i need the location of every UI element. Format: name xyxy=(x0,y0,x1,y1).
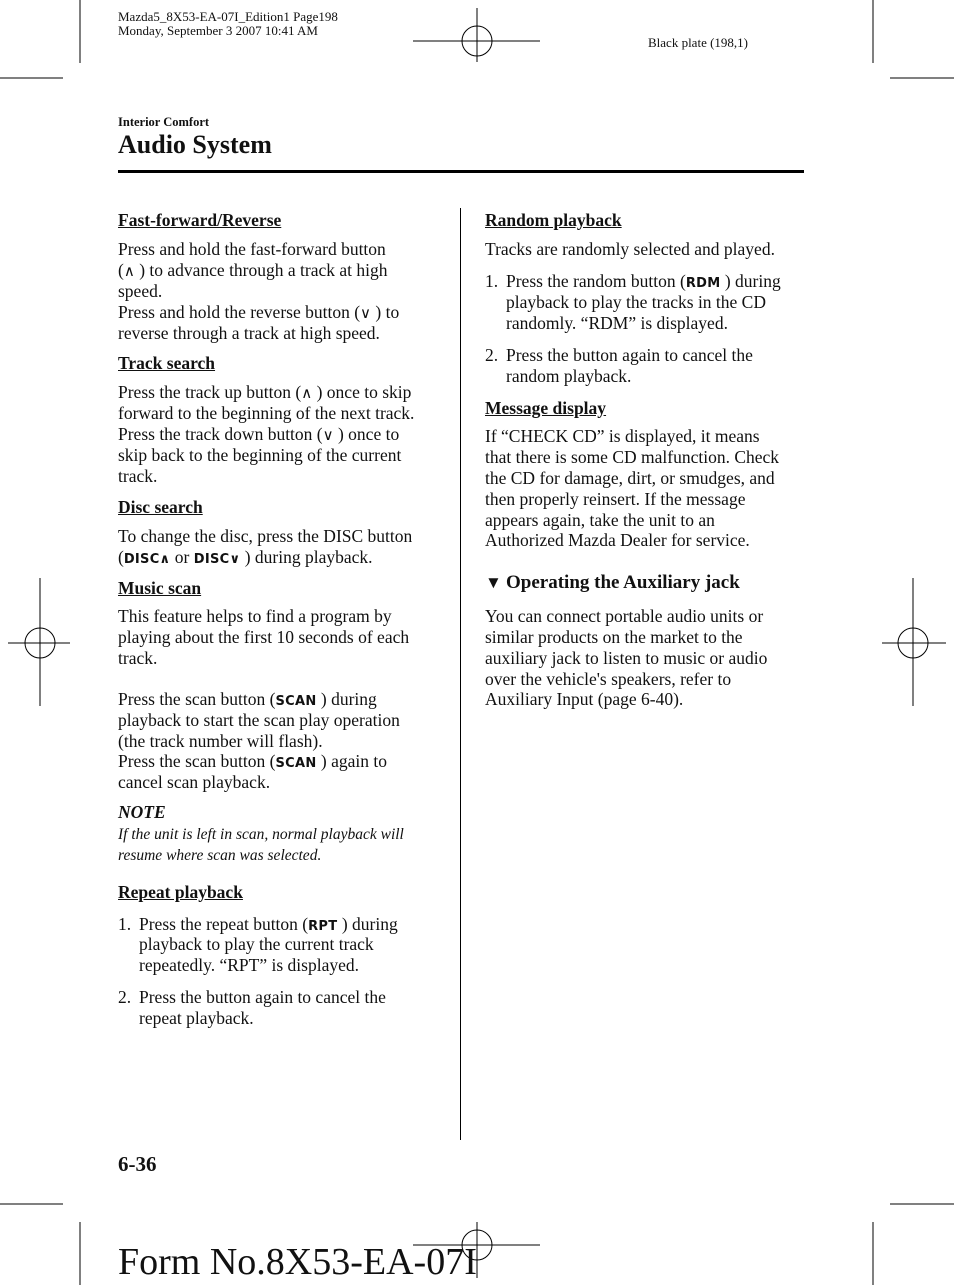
random-step1-line3: randomly. “RDM” is displayed. xyxy=(506,313,728,333)
rpt-button-icon: RPT xyxy=(308,919,338,934)
message-line5: appears again, take the unit to an xyxy=(485,510,715,530)
message-line1: If “CHECK CD” is displayed, it means xyxy=(485,426,760,446)
message-line3: the CD for damage, dirt, or smudges, and xyxy=(485,468,775,488)
disc-down-button-icon: DISC∨ xyxy=(193,552,241,567)
rdm-button-icon: RDM xyxy=(685,276,721,291)
scan-button-icon: SCAN xyxy=(275,756,317,771)
section-title: Audio System xyxy=(118,130,272,159)
message-line4: then properly reinsert. If the message xyxy=(485,489,746,509)
repeat-step2-line1: Press the button again to cancel the xyxy=(139,987,386,1007)
print-header-plate: Black plate (198,1) xyxy=(648,35,748,50)
aux-line3: auxiliary jack to listen to music or audio xyxy=(485,648,768,668)
section-marker-icon: ▼ xyxy=(485,573,502,592)
random-step2-number: 2. xyxy=(485,345,499,365)
page-number: 6-36 xyxy=(118,1152,157,1176)
random-step1-number: 1. xyxy=(485,271,499,291)
repeat-step2-line2: repeat playback. xyxy=(139,1008,254,1028)
print-header-file: Mazda5_8X53-EA-07I_Edition1 Page198 xyxy=(118,9,338,24)
note-line1: If the unit is left in scan, normal playback will xyxy=(118,826,404,843)
scan-line7: Press the scan button (SCAN ) again to xyxy=(118,751,387,771)
print-header-date: Monday, September 3 2007 10:41 AM xyxy=(118,23,318,38)
repeat-step1-line2: playback to play the current track xyxy=(139,934,374,954)
heading-disc-search: Disc search xyxy=(118,497,203,517)
disc-line1: To change the disc, press the DISC button xyxy=(118,526,413,546)
ff-line3: speed. xyxy=(118,281,163,301)
track-line3: Press the track down button (∨ ) once to xyxy=(118,424,400,444)
repeat-step1-line1: Press the repeat button (RPT ) during xyxy=(139,914,398,934)
message-line6: Authorized Mazda Dealer for service. xyxy=(485,530,750,550)
repeat-step1-number: 1. xyxy=(118,914,132,934)
scan-line3: track. xyxy=(118,648,158,668)
down-arrow-icon: ∨ xyxy=(322,426,334,444)
random-step2-line1: Press the button again to cancel the xyxy=(506,345,753,365)
note-heading: NOTE xyxy=(118,802,166,822)
heading-music-scan: Music scan xyxy=(118,578,202,598)
random-intro: Tracks are randomly selected and played. xyxy=(485,239,775,259)
heading-repeat-playback: Repeat playback xyxy=(118,882,243,902)
scan-line1: This feature helps to find a program by xyxy=(118,606,392,626)
track-line4: skip back to the beginning of the current xyxy=(118,445,402,465)
scan-button-icon: SCAN xyxy=(275,694,317,709)
form-number: Form No.8X53-EA-07I xyxy=(118,1241,477,1283)
message-line2: that there is some CD malfunction. Check xyxy=(485,447,780,467)
track-line1: Press the track up button (∧ ) once to skip xyxy=(118,382,412,402)
disc-up-button-icon: DISC∧ xyxy=(123,552,171,567)
title-rule xyxy=(118,170,804,173)
ff-line4: Press and hold the reverse button (∨ ) to xyxy=(118,302,400,322)
disc-line2: (DISC∧ or DISC∨ ) during playback. xyxy=(118,547,373,567)
scan-line5: playback to start the scan play operation xyxy=(118,710,400,730)
random-step1-line1: Press the random button (RDM ) during xyxy=(506,271,781,291)
down-arrow-icon: ∨ xyxy=(360,304,372,322)
scan-line2: playing about the first 10 seconds of each xyxy=(118,627,410,647)
ff-line2: (∧ ) to advance through a track at high xyxy=(118,260,388,280)
scan-line4: Press the scan button (SCAN ) during xyxy=(118,689,377,709)
track-line5: track. xyxy=(118,466,158,486)
repeat-step2-number: 2. xyxy=(118,987,132,1007)
scan-line8: cancel scan playback. xyxy=(118,772,271,792)
ff-line1: Press and hold the fast-forward button xyxy=(118,239,386,259)
heading-random-playback: Random playback xyxy=(485,210,622,230)
column-divider xyxy=(460,208,461,1140)
aux-line1: You can connect portable audio units or xyxy=(485,606,764,626)
track-line2: forward to the beginning of the next track. xyxy=(118,403,415,423)
scan-line6: (the track number will flash). xyxy=(118,731,323,751)
up-arrow-icon: ∧ xyxy=(301,384,313,402)
heading-fast-forward-reverse: Fast-forward/Reverse xyxy=(118,210,282,230)
aux-line4: over the vehicle's speakers, refer to xyxy=(485,669,732,689)
aux-line5: Auxiliary Input (page 6-40). xyxy=(485,689,684,709)
aux-line2: similar products on the market to the xyxy=(485,627,743,647)
random-step1-line2: playback to play the tracks in the CD xyxy=(506,292,766,312)
up-arrow-icon: ∧ xyxy=(123,262,135,280)
heading-auxiliary-jack: Operating the Auxiliary jack xyxy=(506,572,740,593)
random-step2-line2: random playback. xyxy=(506,366,632,386)
repeat-step1-line3: repeatedly. “RPT” is displayed. xyxy=(139,955,359,975)
section-category: Interior Comfort xyxy=(118,115,210,129)
note-line2: resume where scan was selected. xyxy=(118,847,322,864)
heading-message-display: Message display xyxy=(485,398,607,418)
ff-line5: reverse through a track at high speed. xyxy=(118,323,380,343)
heading-track-search: Track search xyxy=(118,353,216,373)
